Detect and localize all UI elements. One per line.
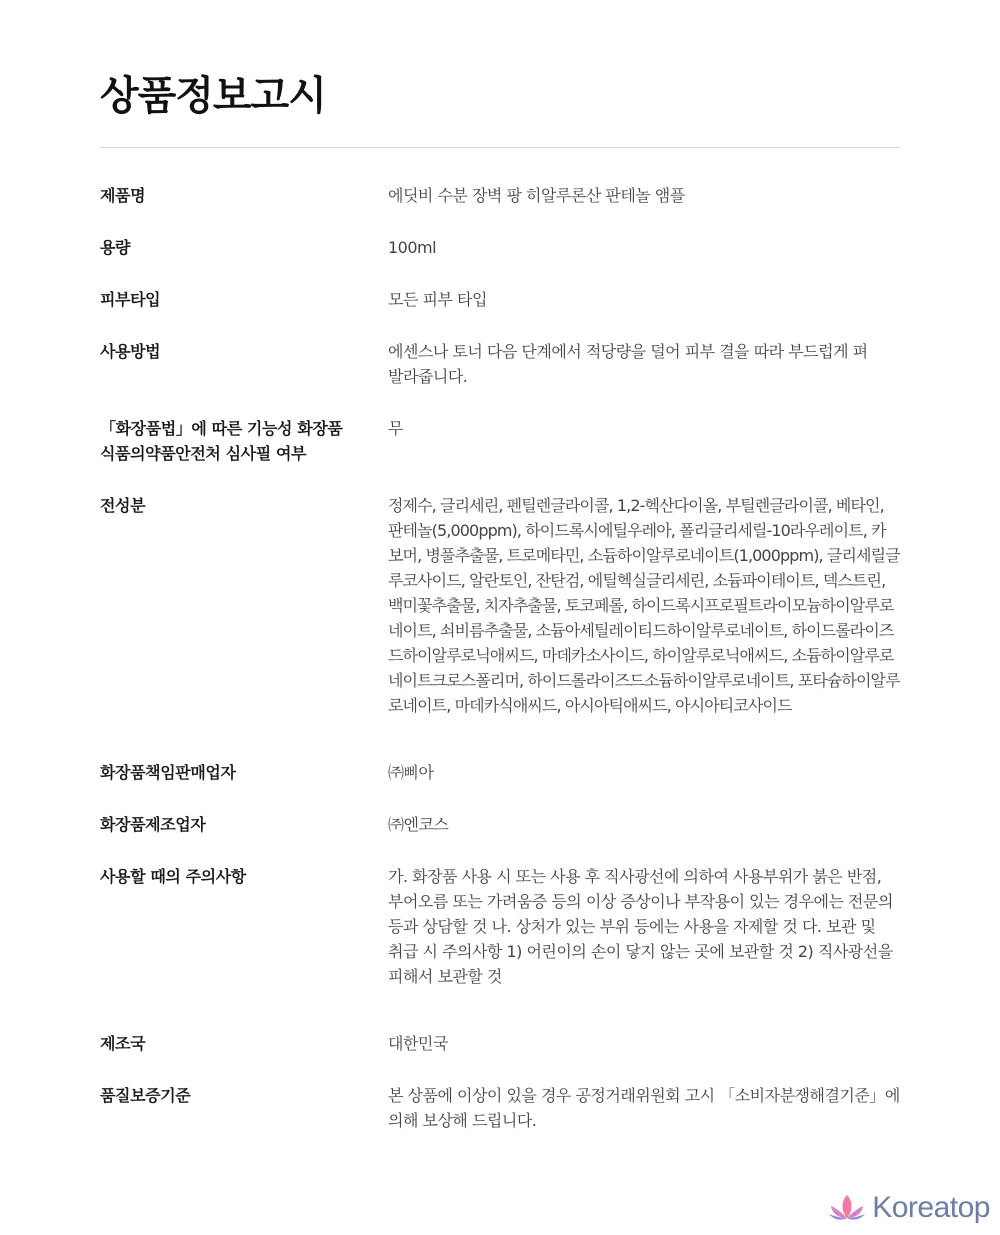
info-label: 제조국 xyxy=(100,1034,146,1053)
koreatop-logo xyxy=(828,1191,990,1225)
info-label: 용량 xyxy=(100,238,131,257)
info-label: 사용할 때의 주의사항 xyxy=(100,867,246,886)
product-info-table xyxy=(100,183,900,1160)
info-label: 제품명 xyxy=(100,186,146,205)
info-label: 화장품제조업자 xyxy=(100,815,206,834)
info-value: 100ml xyxy=(388,238,437,257)
info-label: 화장품책임판매업자 xyxy=(100,763,236,782)
info-value: 모든 피부 타입 xyxy=(388,290,487,309)
info-value: ㈜엔코스 xyxy=(388,815,449,834)
info-value: 가. 화장품 사용 시 또는 사용 후 직사광선에 의하여 사용부위가 붉은 반점, 부어오름 또는 가려움증 등의 이상 증상이나 부작용이 있는 경우에는 전문의 등과 상담할 것 나. 상처가 있는 부위 등에는 사용을 자제할 것 다. 보관 및 취급 시 주의사항 1) 어린이의 손이 닿지 않는 곳에 보관할 것 2) 직사광선을 피해서 보관할 것 xyxy=(388,867,893,986)
info-row-volume xyxy=(100,235,900,260)
info-value: 정제수, 글리세린, 펜틸렌글라이콜, 1,2-헥산다이올, 부틸렌글라이콜, 베타인, 판테놀(5,000ppm), 하이드록시에틸우레아, 폴리글리세릴-10라우레이트, 카보머, 병풀추출물, 트로메타민, 소듐하이알루로네이트(1,000ppm), 글리세릴글루코사이드, 알란토인, 잔탄검, 에틸헥실글리세린, 소듐파이테이트, 덱스트린, 백미꽃추출물, 치자추출물, 토코페롤, 하이드록시프로필트라이모늄하이알루로네이트, 쇠비름추출물, 소듐아세틸레이티드하이알루로네이트, 하이드롤라이즈드하이알루로닉애씨드, 마데카소사이드, 하이알루로닉애씨드, 소듐하이알루로네이트크로스폴리머, 하이드롤라이즈드소듐하이알루로네이트, 포타슘하이알루로네이트, 마데카식애씨드, 아시아틱애씨드, 아시아티코사이드 xyxy=(388,496,900,715)
info-value: ㈜삐아 xyxy=(388,763,434,782)
info-value: 대한민국 xyxy=(388,1034,448,1053)
info-row-product-name xyxy=(100,183,900,208)
info-row-precautions xyxy=(100,864,900,989)
info-row-quality-guarantee xyxy=(100,1083,900,1133)
info-value: 에딧비 수분 장벽 팡 히알루론산 판테놀 앰플 xyxy=(388,186,685,205)
logo-text: Koreatop xyxy=(872,1191,990,1224)
title-divider xyxy=(100,147,900,148)
lotus-icon xyxy=(828,1193,866,1223)
info-row-ingredients xyxy=(100,493,900,718)
page-title: 상품정보고시 xyxy=(100,73,326,119)
info-row-manufacturer xyxy=(100,812,900,837)
info-label: 품질보증기준 xyxy=(100,1086,191,1105)
info-value: 무 xyxy=(388,419,403,438)
info-row-responsible-seller xyxy=(100,760,900,785)
info-row-functional-cosmetic xyxy=(100,416,900,466)
info-row-usage xyxy=(100,339,900,389)
info-row-country xyxy=(100,1031,900,1056)
info-value: 에센스나 토너 다음 단계에서 적당량을 덜어 피부 결을 따라 부드럽게 펴 발라줍니다. xyxy=(388,342,868,386)
info-label: 사용방법 xyxy=(100,342,161,361)
info-label: 「화장품법」에 따른 기능성 화장품 식품의약품안전처 심사필 여부 xyxy=(100,419,343,463)
info-value: 본 상품에 이상이 있을 경우 공정거래위원회 고시 「소비자분쟁해결기준」에 의해 보상해 드립니다. xyxy=(388,1086,900,1130)
info-label: 피부타입 xyxy=(100,290,161,309)
info-row-skin-type xyxy=(100,287,900,312)
info-label: 전성분 xyxy=(100,496,146,515)
